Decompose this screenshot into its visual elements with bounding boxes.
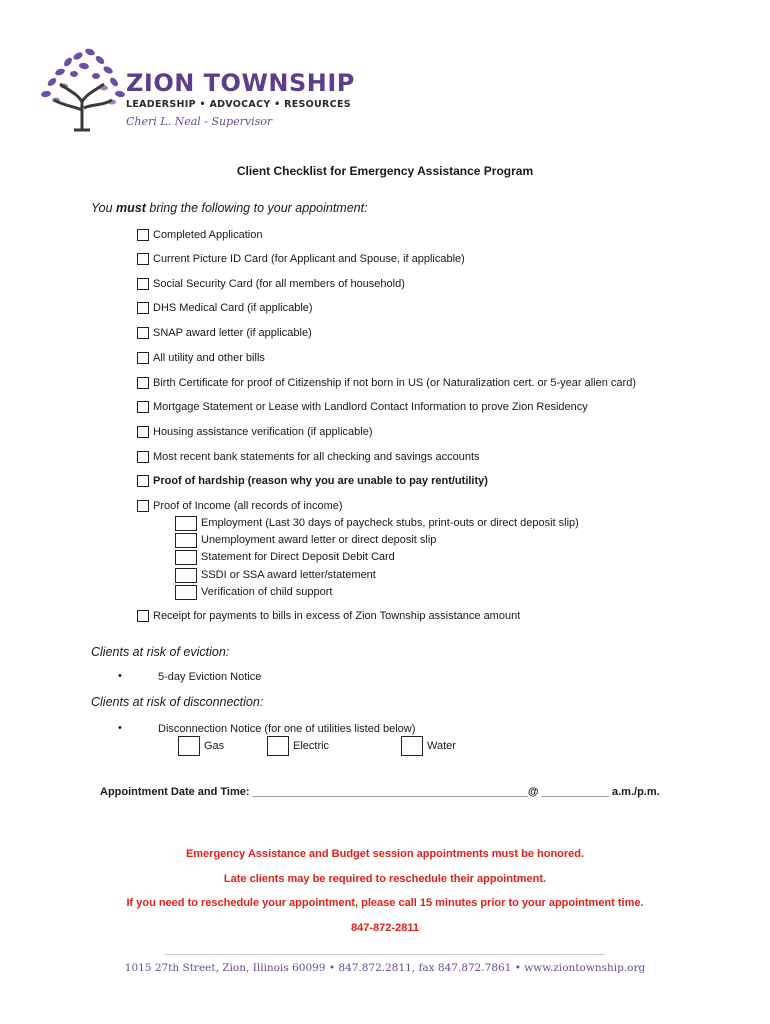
checkbox[interactable] <box>137 302 149 314</box>
checklist-item <box>137 276 405 292</box>
checklist-label: Birth Certificate for proof of Citizenship if not born in US (or Naturalization cert. or 5-year alien card) <box>153 377 636 389</box>
checkbox[interactable] <box>137 401 149 413</box>
checklist-label: Most recent bank statements for all checking and savings accounts <box>153 451 480 463</box>
checklist-label: Receipt for payments to bills in excess of Zion Township assistance amount <box>153 610 521 622</box>
checklist-item <box>137 300 313 316</box>
checklist-label: Mortgage Statement or Lease with Landlord Contact Information to prove Zion Residency <box>153 401 588 413</box>
intro-text <box>91 201 368 215</box>
checklist-item <box>137 449 480 465</box>
checkbox[interactable] <box>175 550 197 565</box>
checkbox[interactable] <box>175 516 197 531</box>
zion-township-tree-logo <box>38 44 130 132</box>
checklist-item <box>137 227 262 243</box>
utility-label: Electric <box>293 740 330 752</box>
footer-divider <box>165 954 605 955</box>
checkbox[interactable] <box>137 327 149 339</box>
checkbox[interactable] <box>137 229 149 241</box>
checklist-item-receipt <box>137 608 520 624</box>
notice-late: Late clients may be required to reschedule their appointment. <box>223 873 547 885</box>
disconnection-heading: Clients at risk of disconnection: <box>91 695 264 709</box>
checklist-item <box>137 325 312 341</box>
org-tagline: LEADERSHIP • ADVOCACY • RESOURCES <box>126 99 351 110</box>
checkbox[interactable] <box>178 736 200 756</box>
notice-phone: 847-872-2811 <box>351 922 419 934</box>
checkbox[interactable] <box>267 736 289 756</box>
checkbox[interactable] <box>175 585 197 600</box>
utility-electric <box>267 736 329 756</box>
utility-label: Water <box>427 740 456 752</box>
checkbox[interactable] <box>137 253 149 265</box>
checkbox[interactable] <box>137 278 149 290</box>
checkbox[interactable] <box>401 736 423 756</box>
checklist-label: Proof of hardship (reason why you are unable to pay rent/utility) <box>153 475 488 487</box>
income-item <box>175 584 332 600</box>
income-label: SSDI or SSA award letter/statement <box>201 569 376 581</box>
appointment-line: Appointment Date and Time: _____________________________________________@ ___________ a.m./p.m. <box>100 786 660 798</box>
bullet-icon: • <box>118 722 122 734</box>
intro-emphasis: must <box>116 201 146 215</box>
checkbox[interactable] <box>137 451 149 463</box>
checklist-label: DHS Medical Card (if applicable) <box>153 302 313 314</box>
checklist-item <box>137 399 588 415</box>
checkbox[interactable] <box>137 475 149 487</box>
eviction-heading: Clients at risk of eviction: <box>91 645 230 659</box>
checklist-item <box>137 251 465 267</box>
checklist-label: Proof of Income (all records of income) <box>153 500 343 512</box>
checkbox[interactable] <box>137 610 149 622</box>
income-item <box>175 532 436 548</box>
utility-gas <box>178 736 224 756</box>
checkbox[interactable] <box>175 533 197 548</box>
checklist-label: All utility and other bills <box>153 352 265 364</box>
income-item <box>175 567 376 583</box>
checklist-label: SNAP award letter (if applicable) <box>153 327 312 339</box>
income-label: Employment (Last 30 days of paycheck stubs, print-outs or direct deposit slip) <box>201 517 579 529</box>
supervisor-name: Cheri L. Neal - Supervisor <box>126 115 273 128</box>
checklist-label: Social Security Card (for all members of household) <box>153 278 405 290</box>
checkbox[interactable] <box>137 500 149 512</box>
checklist-item <box>137 350 265 366</box>
checklist-label: Current Picture ID Card (for Applicant and Spouse, if applicable) <box>153 253 465 265</box>
checklist-item <box>137 424 373 440</box>
notice-honored: Emergency Assistance and Budget session appointments must be honored. <box>185 848 585 860</box>
checklist-label: Housing assistance verification (if applicable) <box>153 426 373 438</box>
checklist-item <box>137 375 636 391</box>
checkbox[interactable] <box>137 426 149 438</box>
income-label: Verification of child support <box>201 586 333 598</box>
income-label: Statement for Direct Deposit Debit Card <box>201 551 395 563</box>
checkbox[interactable] <box>137 352 149 364</box>
intro-prefix: You <box>91 201 117 215</box>
utility-water <box>401 736 456 756</box>
checklist-item <box>137 473 488 489</box>
checklist-item <box>137 498 343 514</box>
bullet-icon: • <box>118 670 122 682</box>
page-title: Client Checklist for Emergency Assistance Program <box>236 164 534 178</box>
disconnection-item: Disconnection Notice (for one of utilities listed below) <box>158 723 416 735</box>
eviction-item: 5-day Eviction Notice <box>158 671 262 683</box>
checkbox[interactable] <box>175 568 197 583</box>
checklist-label: Completed Application <box>153 229 263 241</box>
checkbox[interactable] <box>137 377 149 389</box>
footer-address: 1015 27th Street, Zion, Illinois 60099 • 847.872.2811, fax 847.872.7861 • www.ziontownship.org <box>124 962 646 974</box>
income-item <box>175 549 395 565</box>
income-label: Unemployment award letter or direct deposit slip <box>201 534 437 546</box>
notice-reschedule: If you need to reschedule your appointment, please call 15 minutes prior to your appointment time. <box>126 897 644 909</box>
org-name: ZION TOWNSHIP <box>126 69 355 97</box>
utility-label: Gas <box>204 740 225 752</box>
intro-suffix: bring the following to your appointment: <box>145 201 368 215</box>
income-item <box>175 515 579 531</box>
